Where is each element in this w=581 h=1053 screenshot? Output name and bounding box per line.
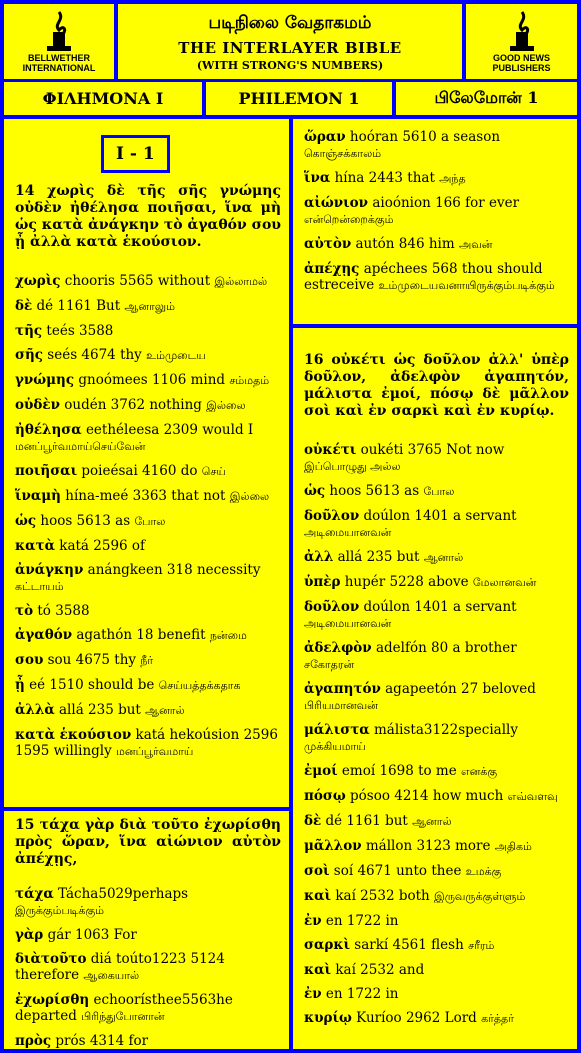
tamil-gloss: மனப்பூர்வமாய்	[116, 745, 194, 758]
word-entry	[15, 323, 281, 339]
tamil-gloss: செய்	[201, 465, 226, 478]
word-entry	[304, 508, 569, 541]
transliteration-gloss: allá 235 but	[54, 702, 146, 718]
greek-word: πρὸς	[15, 1033, 52, 1049]
greek-word: ὡς	[15, 513, 37, 529]
book-english: PHILEMON 1	[206, 82, 392, 115]
transliteration-gloss: en 1722 in	[321, 986, 399, 1002]
transliteration-gloss: hína 2443 that	[330, 170, 440, 186]
transliteration-gloss: aioónion 166 for ever	[368, 195, 520, 211]
word-entry	[15, 992, 281, 1025]
verse16-panel	[293, 328, 577, 1049]
greek-word: οὐκέτι	[304, 442, 357, 458]
word-entry	[304, 888, 569, 905]
tamil-gloss: அதிகம்	[494, 840, 532, 853]
tamil-gloss: இருவருக்குள்ளும்	[434, 890, 526, 903]
transliteration-gloss: gnoómees 1106 mind	[74, 372, 230, 388]
transliteration-gloss: pósoo 4214 how much	[345, 788, 508, 804]
transliteration-gloss: mállon 3123 more	[361, 838, 495, 854]
subtitle: (WITH STRONG'S NUMBERS)	[196, 59, 384, 72]
tamil-gloss: அடிமையானவன்	[304, 526, 392, 539]
logo-right-text: GOOD NEWS PUBLISHERS	[492, 53, 551, 73]
transliteration-gloss: agapeetón 27 beloved	[380, 681, 536, 697]
verse15-cont-panel	[293, 119, 577, 324]
tamil-gloss: உம்முடையவனாயிருக்கும்படிக்கும்	[378, 279, 555, 292]
word-entry	[15, 513, 281, 530]
greek-word: ἐμοί	[304, 763, 338, 779]
transliteration-gloss: poieésai 4160 do	[77, 463, 202, 479]
word-entry	[15, 538, 281, 554]
greek-word: μάλιστα	[304, 722, 370, 738]
greek-word: ἀγαθόν	[15, 627, 73, 643]
greek-word: πόσῳ	[304, 788, 346, 804]
greek-word: γὰρ	[15, 927, 44, 943]
tamil-gloss: அடிமையானவன்	[304, 617, 392, 630]
greek-word: κατὰ	[15, 538, 55, 554]
transliteration-gloss: en 1722 in	[321, 913, 399, 929]
greek-word: ἵναμὴ	[15, 488, 61, 504]
word-entry	[15, 951, 281, 984]
transliteration-gloss: dé 1161 but	[321, 813, 413, 829]
transliteration-gloss: gár 1063 For	[43, 927, 137, 943]
transliteration-gloss: allá 235 but	[333, 549, 424, 565]
tamil-gloss: சரீரம்	[468, 939, 495, 952]
greek-word: ἐν	[304, 986, 322, 1002]
word-entry	[15, 372, 281, 389]
word-entry	[304, 442, 569, 475]
greek-word: ἀγαπητόν	[304, 681, 381, 697]
tamil-gloss: சகோதரன்	[304, 658, 355, 671]
greek-word: ἀπέχῃς	[304, 261, 360, 277]
tamil-gloss: இல்லை	[229, 490, 270, 503]
word-entry	[304, 962, 569, 978]
greek-word: ἵνα	[304, 170, 331, 186]
transliteration-gloss: echoorístheе5563he departed	[15, 992, 233, 1024]
tamil-gloss: போல	[423, 485, 455, 498]
title-english: THE INTERLAYER BIBLE	[178, 39, 402, 57]
tamil-gloss: இருக்கும்படிக்கும்	[15, 904, 105, 917]
tamil-gloss: இல்லை	[206, 399, 246, 412]
word-entry	[304, 722, 569, 755]
greek-word: δοῦλον	[304, 599, 360, 615]
transliteration-gloss: soí 4671 unto thee	[329, 863, 466, 879]
word-entry	[15, 603, 281, 619]
goodnews-logo	[466, 4, 577, 79]
greek-word: καὶ	[304, 962, 332, 978]
transliteration-gloss: adelfón 80 a brother	[371, 640, 517, 656]
greek-word: τῆς	[15, 323, 43, 339]
verse16-text: 16 οὐκέτι ὡς δοῦλον ἀλλ' ὑπὲρ δοῦλον, ἀδελφὸν ἀγαπητόν, μάλιστα ἐμοί, πόσῳ δὲ μᾶλλον σοὶ καὶ ἐν σαρκὶ καὶ ἐν κυρίῳ.	[304, 352, 569, 419]
verse16-entries	[304, 442, 569, 1027]
transliteration-gloss: hupér 5228 above	[340, 574, 473, 590]
greek-word: καὶ	[304, 888, 332, 904]
greek-word: σαρκὶ	[304, 937, 350, 953]
greek-word: σῆς	[15, 347, 43, 363]
word-entry	[304, 574, 569, 591]
greek-word: σου	[15, 652, 44, 668]
transliteration-gloss: apéchees 568 thou should estreceive	[304, 261, 543, 293]
transliteration-gloss: sou 4675 thy	[43, 652, 141, 668]
tamil-gloss: சம்மதம்	[229, 374, 270, 387]
book-tamil: பிலேமோன் 1	[396, 82, 577, 115]
word-entry	[15, 702, 281, 719]
greek-word: ποιῆσαι	[15, 463, 78, 479]
word-entry	[304, 986, 569, 1002]
tamil-gloss: கொஞ்சக்காலம்	[304, 147, 382, 160]
word-entry	[304, 599, 569, 632]
transliteration-gloss: hoos 5613 as	[325, 483, 424, 499]
tamil-gloss: நீர்	[140, 654, 154, 667]
transliteration-gloss: eé 1510 should be	[24, 677, 159, 693]
tamil-gloss: ஆனால்	[423, 551, 464, 564]
word-entry	[304, 483, 569, 500]
verse15-cont-entries	[304, 129, 569, 294]
tamil-gloss: உமக்கு	[465, 865, 502, 878]
transliteration-gloss: agathón 18 benefit	[72, 627, 210, 643]
word-entry	[15, 652, 281, 669]
greek-word: δὲ	[15, 298, 33, 314]
greek-word: διὰτοῦτο	[15, 951, 87, 967]
tamil-gloss: கட்டாயம்	[15, 580, 64, 593]
greek-word: ἀλλὰ	[15, 702, 55, 718]
greek-word: χωρὶς	[15, 273, 61, 289]
word-entry	[15, 927, 281, 943]
tamil-gloss: இப்பொழுது அல்ல	[304, 460, 401, 473]
book-greek: ΦΙΛΗΜΟΝΑ I	[4, 82, 202, 115]
tamil-gloss: ஆனால்	[145, 704, 185, 717]
tamil-gloss: எனக்கு	[461, 765, 498, 778]
transliteration-gloss: hoos 5613 as	[36, 513, 135, 529]
greek-word: ὥραν	[304, 129, 346, 145]
greek-word: οὐδὲν	[15, 397, 60, 413]
transliteration-gloss: doúlon 1401 a servant	[359, 508, 517, 524]
verse15-panel	[4, 811, 289, 1049]
word-entry	[304, 549, 569, 566]
greek-word: κατὰ ἑκούσιον	[15, 727, 132, 743]
verse14-panel	[4, 119, 289, 807]
transliteration-gloss: anángkeen 318 necessity	[83, 562, 261, 578]
transliteration-gloss: Tácha5029perhaps	[53, 886, 189, 902]
word-entry	[304, 1010, 569, 1027]
tamil-gloss: எவ்வளவு	[507, 790, 558, 803]
word-entry	[15, 562, 281, 595]
greek-word: κυρίῳ	[304, 1010, 352, 1026]
bellwether-logo	[4, 4, 114, 79]
word-entry	[304, 838, 569, 855]
tamil-gloss: என்றென்றைக்கும்	[304, 213, 394, 226]
greek-word: ἐν	[304, 913, 322, 929]
transliteration-gloss: hoóran 5610 a season	[345, 129, 501, 145]
transliteration-gloss: eethéleesa 2309 would I	[81, 422, 254, 438]
transliteration-gloss: doúlon 1401 a servant	[359, 599, 517, 615]
greek-word: γνώμης	[15, 372, 75, 388]
verse14-entries	[15, 273, 281, 760]
word-entry	[304, 863, 569, 880]
transliteration-gloss: dé 1161 But	[32, 298, 125, 314]
transliteration-gloss: prós 4314 for	[51, 1033, 149, 1049]
transliteration-gloss: tó 3588	[33, 603, 90, 619]
greek-word: ὡς	[304, 483, 326, 499]
tamil-gloss: உம்முடைய	[146, 349, 206, 362]
verse15-entries	[15, 886, 281, 1049]
word-entry	[304, 788, 569, 805]
greek-word: ὑπὲρ	[304, 574, 341, 590]
word-entry	[15, 677, 281, 694]
tamil-gloss: இல்லாமல்	[214, 275, 268, 288]
lamp-icon	[500, 10, 544, 52]
word-entry	[15, 627, 281, 644]
tamil-gloss: மேலானவன்	[472, 576, 537, 589]
verse15-text: 15 τάχα γὰρ διὰ τοῦτο ἐχωρίσθη πρὸς ὥραν, ἵνα αἰώνιον αὐτὸν ἀπέχῃς,	[15, 817, 281, 867]
word-entry	[304, 913, 569, 929]
transliteration-gloss: oukéti 3765 Not now	[356, 442, 505, 458]
transliteration-gloss: chooris 5565 without	[60, 273, 215, 289]
lamp-icon	[37, 10, 81, 52]
transliteration-gloss: katá hekoúsion 2596 1595 willingly	[15, 727, 278, 759]
logo-left-text: BELLWETHER INTERNATIONAL	[22, 53, 96, 73]
greek-word: τάχα	[15, 886, 54, 902]
tamil-gloss: பிரியமானவன்	[304, 699, 378, 712]
word-entry	[304, 763, 569, 780]
word-entry	[304, 170, 569, 187]
chapter-label: I - 1	[101, 135, 170, 173]
transliteration-gloss: emoí 1698 to me	[337, 763, 462, 779]
transliteration-gloss: sarkí 4561 flesh	[349, 937, 469, 953]
transliteration-gloss: málista3122specially	[369, 722, 518, 738]
verse14-text: 14 χωρὶς δὲ τῆς σῆς γνώμης οὐδὲν ἠθέλησα ποιῆσαι, ἵνα μὴ ὡς κατὰ ἀνάγκην τὸ ἀγαθόν σου ᾖ ἀλλὰ κατὰ ἑκούσιον.	[15, 183, 281, 250]
greek-word: ἀδελφὸν	[304, 640, 372, 656]
transliteration-gloss: diá toúto1223 5124 therefore	[15, 951, 225, 983]
transliteration-gloss: Kuríoo 2962 Lord	[351, 1010, 482, 1026]
word-entry	[15, 397, 281, 414]
word-entry	[15, 886, 281, 919]
tamil-gloss: முக்கியமாய்	[304, 740, 366, 753]
tamil-gloss: ஆனால்	[412, 815, 452, 828]
word-entry	[15, 422, 281, 455]
greek-word: αἰώνιον	[304, 195, 369, 211]
word-entry	[15, 727, 281, 760]
word-entry	[304, 813, 569, 830]
greek-word: δὲ	[304, 813, 322, 829]
greek-word: σοὶ	[304, 863, 330, 879]
word-entry	[15, 298, 281, 315]
greek-word: αὐτὸν	[304, 236, 352, 252]
greek-word: τὸ	[15, 603, 34, 619]
word-entry	[15, 1033, 281, 1049]
tamil-gloss: செய்யத்தக்கதாக	[158, 679, 241, 692]
greek-word: ἠθέλησα	[15, 422, 82, 438]
word-entry	[304, 937, 569, 954]
word-entry	[15, 273, 281, 290]
greek-word: ἐχωρίσθη	[15, 992, 90, 1008]
tamil-gloss: நன்மை	[209, 629, 247, 642]
greek-word: ἀλλ	[304, 549, 334, 565]
word-entry	[304, 640, 569, 673]
transliteration-gloss: kaí 2532 both	[331, 888, 435, 904]
tamil-gloss: அவன்	[458, 238, 493, 251]
word-entry	[15, 463, 281, 480]
greek-word: ᾖ	[15, 677, 25, 693]
transliteration-gloss: katá 2596 of	[54, 538, 146, 554]
greek-word: μᾶλλον	[304, 838, 362, 854]
tamil-gloss: அந்த	[439, 172, 466, 185]
word-entry	[304, 681, 569, 714]
transliteration-gloss: oudén 3762 nothing	[59, 397, 207, 413]
greek-word: ἀνάγκην	[15, 562, 84, 578]
tamil-gloss: ஆகையால்	[83, 969, 140, 982]
transliteration-gloss: kaí 2532 and	[331, 962, 425, 978]
word-entry	[15, 488, 281, 505]
title-tamil: படிநிலை வேதாகமம்	[208, 13, 372, 33]
word-entry	[304, 261, 569, 294]
tamil-gloss: கர்த்தர்	[481, 1012, 514, 1025]
tamil-gloss: பிரிந்துபோனான்	[81, 1010, 165, 1023]
transliteration-gloss: seés 4674 thy	[43, 347, 147, 363]
greek-word: δοῦλον	[304, 508, 360, 524]
tamil-gloss: ஆனாலும்	[124, 300, 175, 313]
tamil-gloss: மனப்பூர்வமாய்செய்வேன்	[15, 440, 146, 453]
word-entry	[304, 129, 569, 162]
transliteration-gloss: autón 846 him	[351, 236, 459, 252]
title-block	[118, 4, 462, 79]
word-entry	[15, 347, 281, 364]
word-entry	[304, 195, 569, 228]
transliteration-gloss: hína-meé 3363 that not	[60, 488, 230, 504]
tamil-gloss: போல	[134, 515, 166, 528]
word-entry	[304, 236, 569, 253]
transliteration-gloss: teés 3588	[42, 323, 114, 339]
